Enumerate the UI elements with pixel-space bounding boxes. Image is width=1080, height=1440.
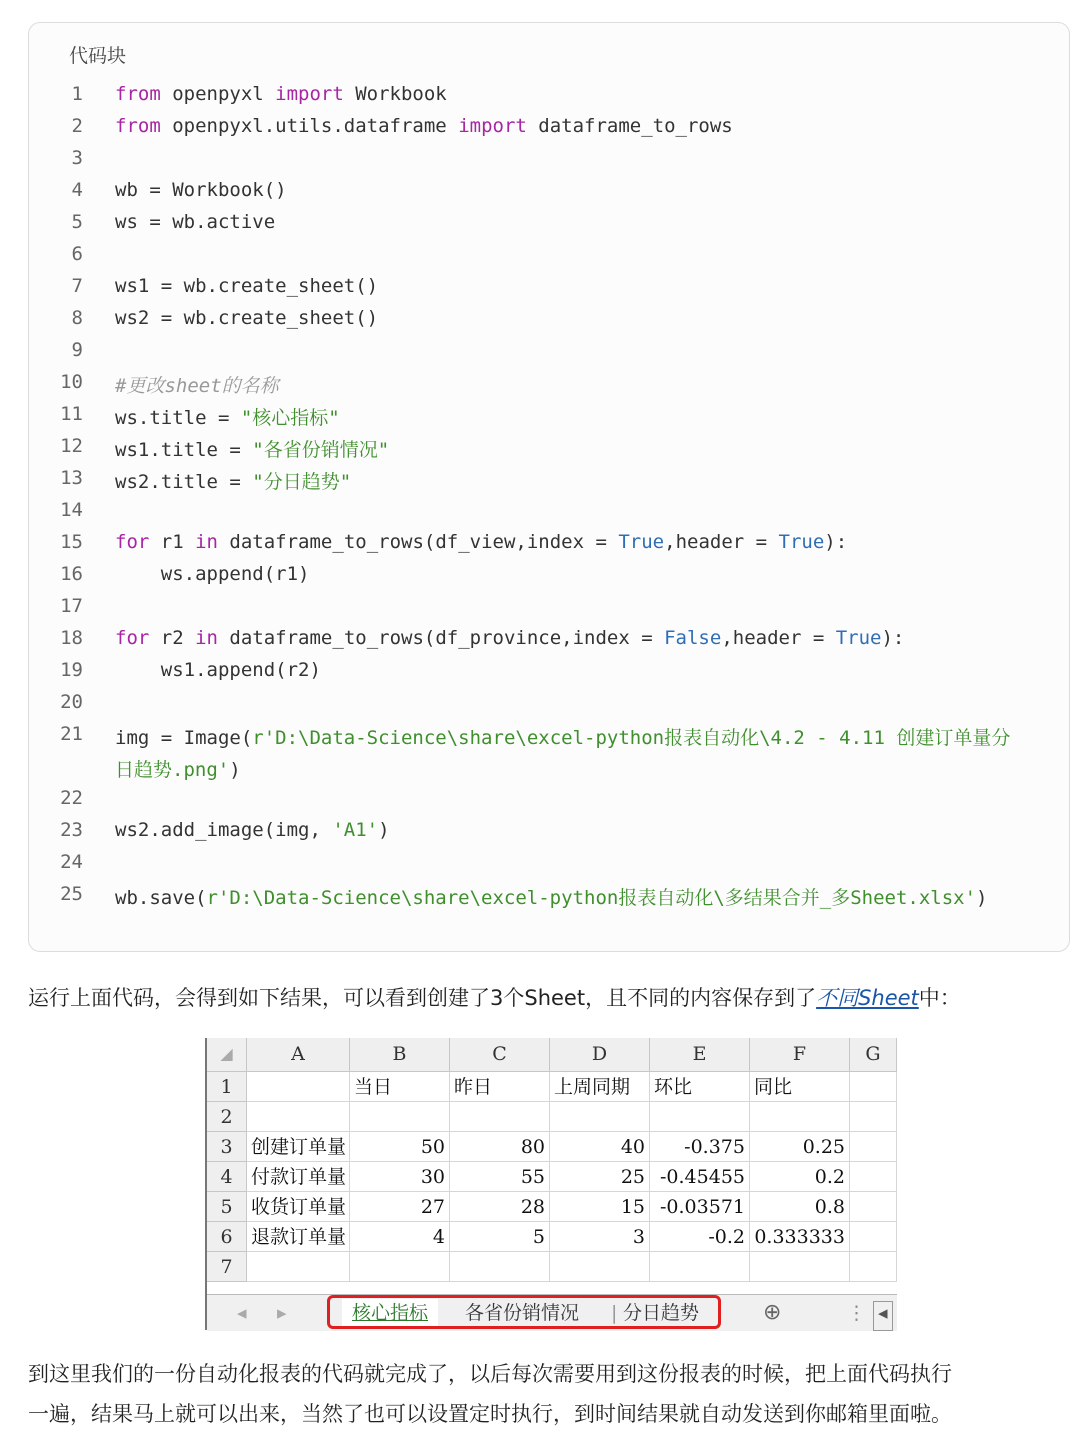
paragraph-tail: 中：	[918, 986, 961, 1010]
line-number: 25	[60, 883, 83, 905]
row-header[interactable]: 1	[207, 1072, 247, 1102]
code-text: ws.title = "核心指标"	[115, 407, 340, 429]
spreadsheet-cell[interactable]	[350, 1102, 450, 1132]
tab-separator: |	[611, 1302, 618, 1324]
code-block	[28, 22, 1070, 952]
paragraph-text: 运行上面代码，会得到如下结果，可以看到创建了3个Sheet，且不同的内容保存到了	[28, 986, 817, 1010]
spreadsheet-cell[interactable]: 15	[550, 1192, 650, 1222]
tab-scroll-right-icon[interactable]: ▸	[277, 1302, 287, 1324]
conclusion-line-1: 到这里我们的一份自动化报表的代码就完成了，以后每次需要用到这份报表的时候，把上面代码执行	[28, 1362, 952, 1386]
code-text: ws1.append(r2)	[115, 659, 321, 681]
line-number: 15	[60, 531, 83, 553]
row-header[interactable]: 5	[207, 1192, 247, 1222]
spreadsheet-cell[interactable]	[450, 1252, 550, 1282]
code-text: #更改sheet的名称	[115, 375, 279, 397]
line-number: 18	[60, 627, 83, 649]
line-number: 10	[60, 371, 83, 393]
tabs-highlight-box	[327, 1295, 721, 1329]
line-number: 17	[60, 595, 83, 617]
code-text: wb.save(r'D:\Data-Science\share\excel-python报表自动化\多结果合并_多Sheet.xlsx')	[115, 887, 988, 909]
code-block-title: 代码块	[69, 45, 127, 67]
spreadsheet-cell[interactable]: 28	[450, 1192, 550, 1222]
link-different-sheet[interactable]: 不同Sheet	[816, 986, 919, 1010]
line-number: 8	[71, 307, 83, 329]
column-header-c[interactable]: C	[450, 1038, 550, 1072]
code-text: ws = wb.active	[115, 211, 276, 233]
spreadsheet-cell[interactable]: 昨日	[450, 1072, 550, 1102]
spreadsheet-cell[interactable]: 当日	[350, 1072, 450, 1102]
spreadsheet-cell[interactable]: 25	[550, 1162, 650, 1192]
spreadsheet-cell[interactable]: 0.333333	[750, 1222, 850, 1252]
code-text: ws2.title = "分日趋势"	[115, 471, 352, 493]
line-number: 1	[71, 83, 83, 105]
spreadsheet-cell[interactable]	[550, 1102, 650, 1132]
column-header-a[interactable]: A	[247, 1038, 350, 1072]
spreadsheet-cell[interactable]: 同比	[750, 1072, 850, 1102]
spreadsheet-cell[interactable]: 上周同期	[550, 1072, 650, 1102]
code-text: from openpyxl import Workbook	[115, 83, 447, 105]
spreadsheet-cell[interactable]	[550, 1252, 650, 1282]
line-number: 22	[60, 787, 83, 809]
spreadsheet-cell[interactable]: 退款订单量	[247, 1222, 350, 1252]
code-text: ws1 = wb.create_sheet()	[115, 275, 379, 297]
spreadsheet-cell[interactable]: 3	[550, 1222, 650, 1252]
spreadsheet-cell[interactable]: 收货订单量	[247, 1192, 350, 1222]
spreadsheet-cell[interactable]	[350, 1252, 450, 1282]
spreadsheet-cell[interactable]: 0.2	[750, 1162, 850, 1192]
line-number: 23	[60, 819, 83, 841]
spreadsheet-cell[interactable]: 环比	[650, 1072, 750, 1102]
paragraph-conclusion	[28, 1354, 952, 1434]
spreadsheet-cell[interactable]	[850, 1252, 897, 1282]
tab-scroll-left-icon[interactable]: ◂	[237, 1302, 247, 1324]
code-text: ws.append(r1)	[115, 563, 310, 585]
line-number: 5	[71, 211, 83, 233]
row-header[interactable]: 6	[207, 1222, 247, 1252]
line-number: 11	[60, 403, 83, 425]
scroll-left-icon[interactable]: ◂	[873, 1301, 893, 1331]
spreadsheet-cell[interactable]	[247, 1072, 350, 1102]
spreadsheet-cell[interactable]	[247, 1102, 350, 1132]
column-header-g[interactable]: G	[850, 1038, 897, 1072]
code-text: img = Image(r'D:\Data-Science\share\excel-python报表自动化\4.2 - 4.11 创建订单量分	[115, 727, 1011, 749]
spreadsheet-cell[interactable]	[850, 1102, 897, 1132]
line-number: 2	[71, 115, 83, 137]
add-sheet-icon[interactable]: ⊕	[763, 1300, 782, 1325]
column-header-b[interactable]: B	[350, 1038, 450, 1072]
code-text: for r2 in dataframe_to_rows(df_province,index = False,header = True):	[115, 627, 905, 649]
spreadsheet-cell[interactable]: 5	[450, 1222, 550, 1252]
line-number: 4	[71, 179, 83, 201]
select-all-corner[interactable]: ◢	[207, 1038, 247, 1072]
paragraph-result-intro	[28, 982, 961, 1012]
spreadsheet-cell[interactable]: -0.375	[650, 1132, 750, 1162]
code-text: ws2 = wb.create_sheet()	[115, 307, 379, 329]
line-number: 12	[60, 435, 83, 457]
column-header-e[interactable]: E	[650, 1038, 750, 1072]
row-header[interactable]: 7	[207, 1252, 247, 1282]
spreadsheet-cell[interactable]	[450, 1102, 550, 1132]
spreadsheet-cell[interactable]: 付款订单量	[247, 1162, 350, 1192]
spreadsheet-cell[interactable]: 0.25	[750, 1132, 850, 1162]
line-number: 6	[71, 243, 83, 265]
spreadsheet-cell[interactable]	[850, 1132, 897, 1162]
column-header-d[interactable]: D	[550, 1038, 650, 1072]
code-text: wb = Workbook()	[115, 179, 287, 201]
spreadsheet-cell[interactable]	[850, 1162, 897, 1192]
code-text: from openpyxl.utils.dataframe import dataframe_to_rows	[115, 115, 733, 137]
tab-core-metrics[interactable]: 核心指标	[342, 1299, 438, 1327]
line-number: 16	[60, 563, 83, 585]
spreadsheet-screenshot	[205, 1038, 897, 1330]
spreadsheet-cell[interactable]: 4	[350, 1222, 450, 1252]
line-number: 3	[71, 147, 83, 169]
code-text: for r1 in dataframe_to_rows(df_view,index = True,header = True):	[115, 531, 848, 553]
row-header[interactable]: 4	[207, 1162, 247, 1192]
spreadsheet-cell[interactable]: 30	[350, 1162, 450, 1192]
spreadsheet-cell[interactable]: 创建订单量	[247, 1132, 350, 1162]
spreadsheet-cell[interactable]	[850, 1192, 897, 1222]
line-number: 20	[60, 691, 83, 713]
sheet-tab-bar	[207, 1294, 897, 1331]
line-number: 21	[60, 723, 83, 745]
code-text: ws1.title = "各省份销情况"	[115, 439, 390, 461]
spreadsheet-cell[interactable]: 50	[350, 1132, 450, 1162]
line-number: 13	[60, 467, 83, 489]
more-options-icon[interactable]: ⋮	[847, 1302, 866, 1324]
row-header[interactable]: 2	[207, 1102, 247, 1132]
spreadsheet-cell[interactable]	[247, 1252, 350, 1282]
spreadsheet-cell[interactable]: 0.8	[750, 1192, 850, 1222]
spreadsheet-cell[interactable]: -0.2	[650, 1222, 750, 1252]
tab-province-sales[interactable]: 各省份销情况	[465, 1302, 580, 1324]
spreadsheet-cell[interactable]: 27	[350, 1192, 450, 1222]
line-number: 14	[60, 499, 83, 521]
line-number: 7	[71, 275, 83, 297]
spreadsheet-cell[interactable]	[850, 1072, 897, 1102]
spreadsheet-cell[interactable]: 40	[550, 1132, 650, 1162]
line-number: 9	[71, 339, 83, 361]
row-header[interactable]: 3	[207, 1132, 247, 1162]
spreadsheet-cell[interactable]: -0.03571	[650, 1192, 750, 1222]
column-header-f[interactable]: F	[750, 1038, 850, 1072]
code-text: ws2.add_image(img, 'A1')	[115, 819, 390, 841]
conclusion-line-2: 一遍，结果马上就可以出来，当然了也可以设置定时执行，到时间结果就自动发送到你邮箱里面啦。	[28, 1402, 952, 1426]
line-number: 24	[60, 851, 83, 873]
spreadsheet-cell[interactable]: 55	[450, 1162, 550, 1192]
tab-daily-trend[interactable]: 分日趋势	[623, 1302, 700, 1324]
spreadsheet-cell[interactable]	[750, 1252, 850, 1282]
spreadsheet-cell[interactable]	[850, 1222, 897, 1252]
spreadsheet-cell[interactable]: -0.45455	[650, 1162, 750, 1192]
spreadsheet-cell[interactable]	[650, 1102, 750, 1132]
spreadsheet-cell[interactable]: 80	[450, 1132, 550, 1162]
spreadsheet-cell[interactable]	[750, 1102, 850, 1132]
spreadsheet-cell[interactable]	[650, 1252, 750, 1282]
line-number: 19	[60, 659, 83, 681]
code-text: 日趋势.png')	[115, 759, 241, 781]
